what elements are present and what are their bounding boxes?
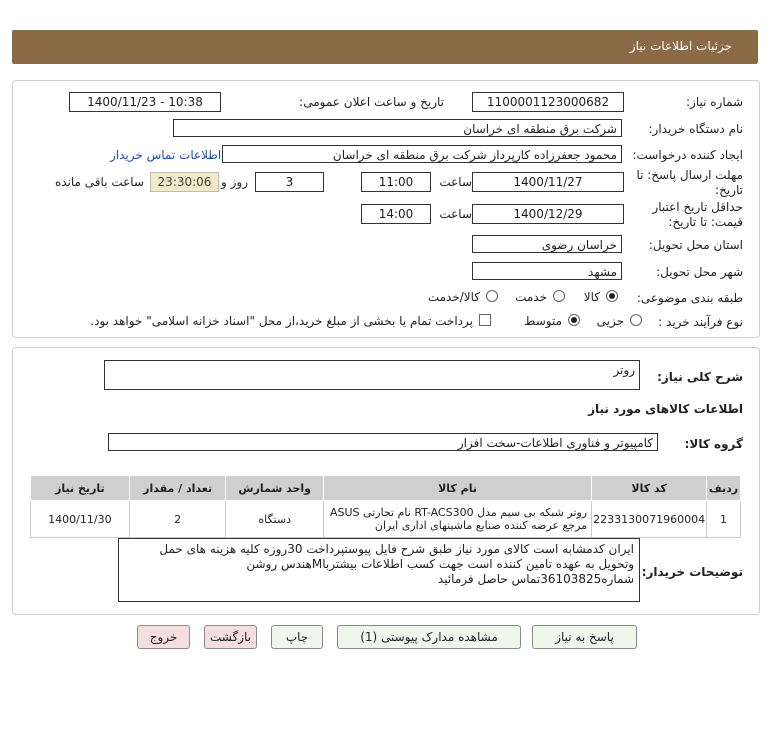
goods-info-title: اطلاعات کالاهای مورد نیاز bbox=[588, 402, 743, 416]
goods-table bbox=[30, 475, 741, 538]
deadline-time-label: ساعت bbox=[439, 175, 472, 189]
validity-time-label: ساعت bbox=[439, 207, 472, 221]
remaining-label: ساعت باقی مانده bbox=[54, 175, 144, 189]
cell-qty: 2 bbox=[129, 501, 226, 538]
need-number-label: شماره نیاز: bbox=[686, 95, 743, 109]
reply-button[interactable]: پاسخ به نیاز bbox=[532, 625, 637, 649]
treasury-note: پرداخت تمام یا بخشی از مبلغ خرید،از محل "اسناد خزانه اسلامی" خواهد بود. bbox=[90, 314, 473, 328]
validity-label-line1: حداقل تاریخ اعتبار bbox=[652, 200, 743, 214]
buyer-contact-link[interactable]: اطلاعات تماس خریدار bbox=[110, 148, 222, 162]
purchase-radio-minor[interactable] bbox=[630, 314, 642, 326]
general-desc-field: روتر bbox=[104, 360, 640, 390]
validity-time-field: 14:00 bbox=[361, 204, 431, 224]
deadline-label-line1: مهلت ارسال پاسخ: تا bbox=[636, 168, 743, 182]
validity-label bbox=[652, 200, 743, 230]
remaining-timer: 23:30:06 bbox=[150, 172, 219, 192]
buyer-notes-field: ایران کدمشابه است کالای مورد نیاز طبق شرح فایل پیوستپرداخت 30روزه کلیه هزینه های حمل وتحویل به عهده تامین کننده است جهت کسب اطلاعات بیشترباMهندس روشن شماره36103825تماس حاصل فرمائید bbox=[118, 538, 640, 602]
goods-group-field: کامپیوتر و فناوری اطلاعات-سخت افزار bbox=[108, 433, 658, 451]
deadline-label-line2: تاریخ: bbox=[715, 183, 743, 197]
days-label: روز و bbox=[221, 175, 248, 189]
col-date: تاریخ نیاز bbox=[31, 476, 130, 501]
page-title: جزئیات اطلاعات نیاز bbox=[629, 39, 732, 53]
category-option-service: خدمت bbox=[515, 290, 547, 304]
purchase-option-medium: متوسط bbox=[524, 314, 562, 328]
deadline-time-field: 11:00 bbox=[361, 172, 431, 192]
cell-unit: دستگاه bbox=[226, 501, 324, 538]
col-name: نام کالا bbox=[323, 476, 591, 501]
category-radio-service[interactable] bbox=[553, 290, 565, 302]
purchase-type-label: نوع فرآیند خرید : bbox=[658, 315, 743, 329]
goods-group-label: گروه کالا: bbox=[684, 437, 743, 451]
print-button[interactable]: چاپ bbox=[271, 625, 323, 649]
deadline-label bbox=[636, 168, 743, 198]
buyer-notes-label: توضیحات خریدار: bbox=[641, 565, 743, 579]
deadline-date-field: 1400/11/27 bbox=[472, 172, 624, 192]
province-field: خراسان رضوی bbox=[472, 235, 622, 253]
announce-field: 1400/11/23 - 10:38 bbox=[69, 92, 221, 112]
buyer-org-label: نام دستگاه خریدار: bbox=[648, 122, 743, 136]
cell-code: 2233130071960004 bbox=[592, 501, 707, 538]
col-row: ردیف bbox=[707, 476, 741, 501]
validity-label-line2: قیمت: تا تاریخ: bbox=[668, 215, 743, 229]
validity-date-field: 1400/12/29 bbox=[472, 204, 624, 224]
back-button[interactable]: بازگشت bbox=[204, 625, 257, 649]
cell-row: 1 bbox=[707, 501, 741, 538]
col-code: کد کالا bbox=[592, 476, 707, 501]
page-header bbox=[12, 30, 758, 64]
category-option-goods-service: کالا/خدمت bbox=[427, 290, 480, 304]
cell-date: 1400/11/30 bbox=[31, 501, 130, 538]
view-docs-button[interactable]: مشاهده مدارک پیوستی (1) bbox=[337, 625, 521, 649]
category-option-goods: کالا bbox=[583, 290, 600, 304]
requester-label: ایجاد کننده درخواست: bbox=[632, 148, 743, 162]
treasury-checkbox[interactable] bbox=[479, 314, 491, 326]
cell-name: روتر شبکه بی سیم مدل RT-ACS300 نام تجارتی ASUS مرجع عرضه کننده صنایع ماشینهای اداری ایران bbox=[323, 501, 591, 538]
category-radio-goods[interactable] bbox=[606, 290, 618, 302]
col-qty: تعداد / مقدار bbox=[129, 476, 226, 501]
announce-label: تاریخ و ساعت اعلان عمومی: bbox=[299, 95, 444, 109]
days-field: 3 bbox=[255, 172, 324, 192]
need-number-field: 1100001123000682 bbox=[472, 92, 624, 112]
table-row[interactable] bbox=[31, 501, 741, 538]
table-header-row bbox=[31, 476, 741, 501]
general-desc-label: شرح کلی نیاز: bbox=[657, 370, 743, 384]
city-label: شهر محل تحویل: bbox=[656, 265, 743, 279]
category-label: طبقه بندی موضوعی: bbox=[636, 291, 743, 305]
buyer-org-field: شرکت برق منطقه ای خراسان bbox=[173, 119, 622, 137]
category-radio-goods-service[interactable] bbox=[486, 290, 498, 302]
requester-field: محمود جعفرزاده کارپرداز شرکت برق منطقه ای خراسان bbox=[222, 145, 622, 163]
purchase-radio-medium[interactable] bbox=[568, 314, 580, 326]
col-unit: واحد شمارش bbox=[226, 476, 324, 501]
exit-button[interactable]: خروج bbox=[137, 625, 190, 649]
province-label: استان محل تحویل: bbox=[648, 238, 743, 252]
purchase-option-minor: جزیی bbox=[596, 314, 624, 328]
city-field: مشهد bbox=[472, 262, 622, 280]
